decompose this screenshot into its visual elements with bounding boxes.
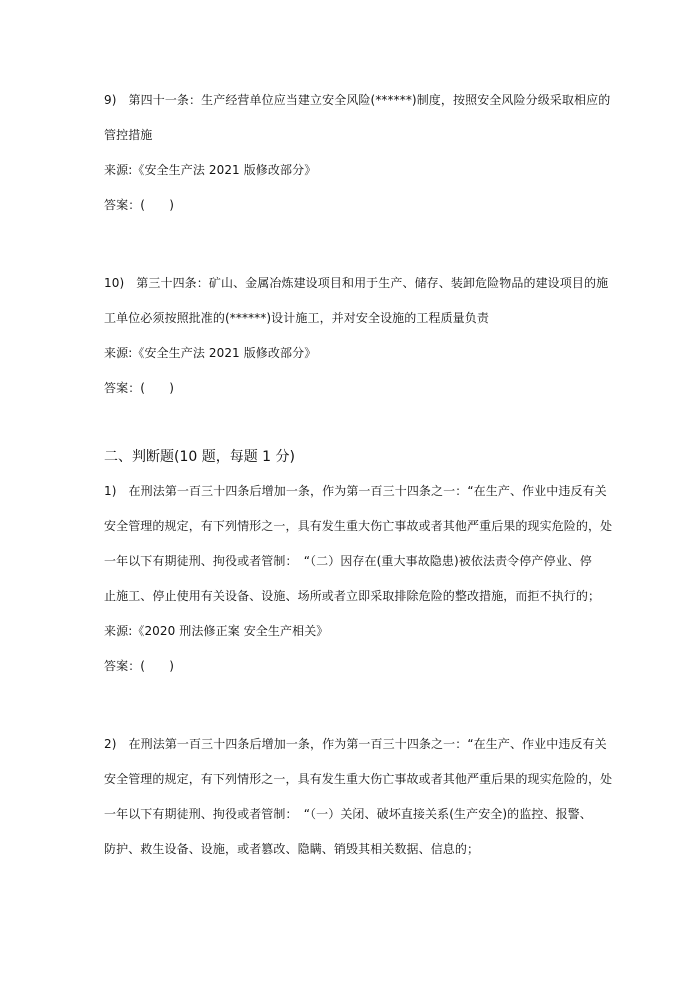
judge-question-1 — [104, 483, 613, 674]
question-text: 在刑法第一百三十四条后增加一条，作为第一百三十四条之一：“在生产、作业中违反有关 — [128, 484, 607, 498]
question-line: 一年以下有期徒刑、拘役或者管制： “（一）关闭、破坏直接关系(生产安全)的监控、报警、 — [104, 807, 592, 821]
question-number: 9) — [104, 93, 117, 107]
section-heading: 二、判断题(10 题，每题 1 分) — [104, 449, 295, 465]
answer-blank: 答案：( ) — [104, 198, 175, 212]
answer-blank: 答案：( ) — [104, 659, 175, 673]
judge-question-2 — [104, 736, 613, 857]
question-line: 一年以下有期徒刑、拘役或者管制： “（二）因存在(重大事故隐患)被依法责令停产停业、停 — [104, 554, 592, 568]
answer-blank: 答案：( ) — [104, 381, 175, 395]
question-text: 第四十一条：生产经营单位应当建立安全风险(******)制度，按照安全风险分级采取相应的 — [128, 93, 611, 107]
question-number: 2) — [104, 737, 117, 751]
question-line: 止施工、停止使用有关设备、设施、场所或者立即采取排除危险的整改措施，而拒不执行的； — [104, 589, 601, 603]
question-source: 来源:《安全生产法 2021 版修改部分》 — [104, 346, 317, 360]
question-9 — [104, 92, 611, 213]
question-source: 来源:《2020 刑法修正案 安全生产相关》 — [104, 624, 329, 638]
question-line: 工单位必须按照批准的(******)设计施工，并对安全设施的工程质量负责 — [104, 311, 489, 325]
question-line — [104, 275, 609, 291]
question-line: 防护、救生设备、设施，或者篡改、隐瞒、销毁其相关数据、信息的； — [104, 842, 480, 856]
question-line: 安全管理的规定，有下列情形之一，具有发生重大伤亡事故或者其他严重后果的现实危险的，处 — [104, 772, 613, 786]
question-number: 10) — [104, 276, 125, 290]
question-line — [104, 483, 607, 499]
question-line: 安全管理的规定，有下列情形之一，具有发生重大伤亡事故或者其他严重后果的现实危险的，处 — [104, 519, 613, 533]
question-line: 管控措施 — [104, 128, 153, 142]
question-text: 第三十四条：矿山、金属冶炼建设项目和用于生产、储存、装卸危险物品的建设项目的施 — [136, 276, 609, 290]
question-text: 在刑法第一百三十四条后增加一条，作为第一百三十四条之一：“在生产、作业中违反有关 — [128, 737, 607, 751]
question-line — [104, 736, 607, 752]
question-number: 1) — [104, 484, 117, 498]
question-source: 来源:《安全生产法 2021 版修改部分》 — [104, 163, 317, 177]
question-10 — [104, 275, 609, 396]
question-line — [104, 92, 611, 108]
